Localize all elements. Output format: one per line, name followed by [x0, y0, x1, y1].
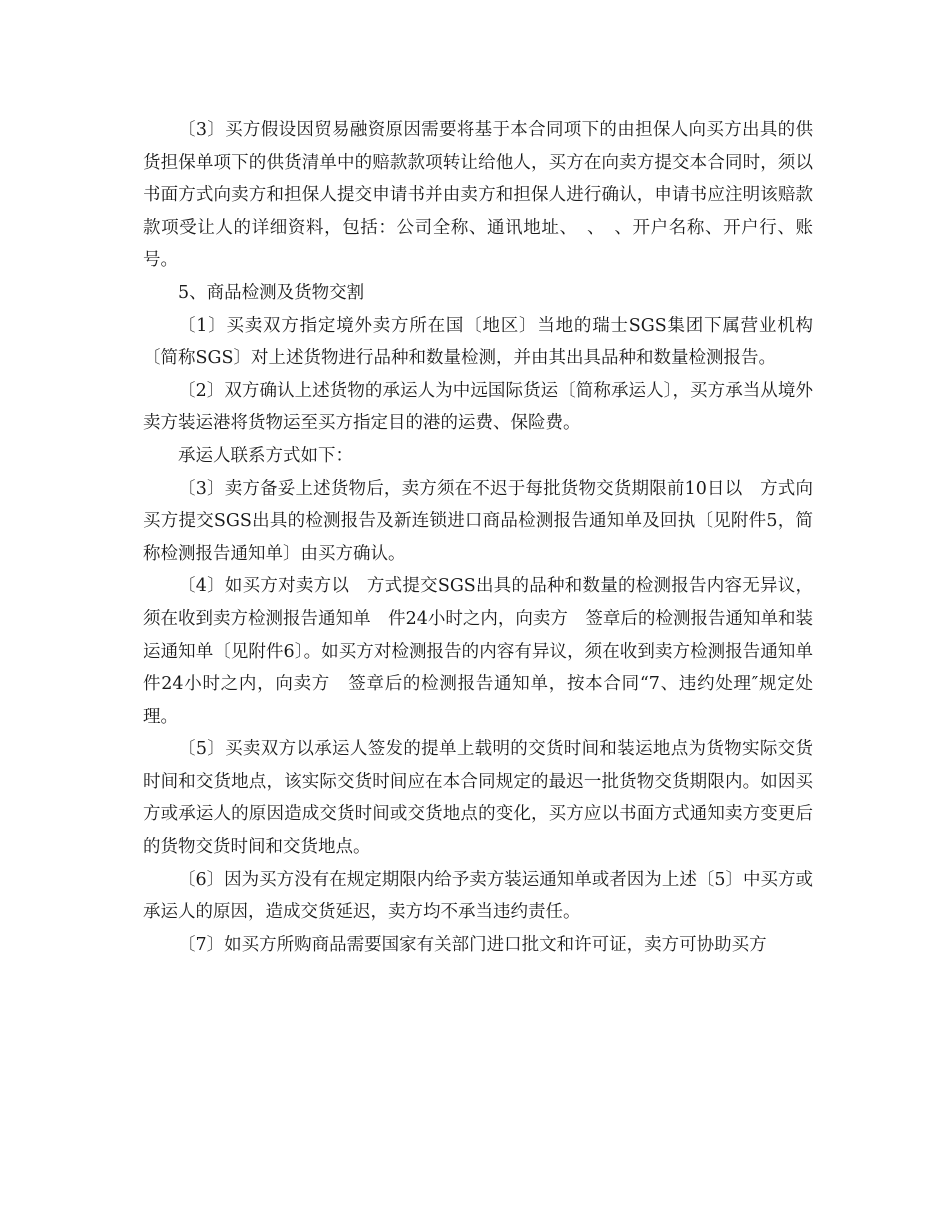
document-body — [143, 114, 831, 961]
section-heading-inspection-delivery: 5、商品检测及货物交割 — [178, 282, 365, 303]
paragraph-clause-5-delivery-time: 〔5〕买卖双方以承运人签发的提单上载明的交货时间和装运地点为货物实际交货时间和交货地点，该实际交货时间应在本合同规定的最迟一批货物交货期限内。如因买方或承运人的原因造成交货时间或交货地点的变化，买方应以书面方式通知卖方变更后的货物交货时间和交货地点。 — [143, 739, 813, 858]
paragraph-clause-3-financing-transfer: 〔3〕买方假设因贸易融资原因需要将基于本合同项下的由担保人向买方出具的供货担保单项下的供货清单中的赔款款项转让给他人，买方在向卖方提交本合同时，须以书面方式向卖方和担保人提交申请书并由卖方和担保人进行确认，申请书应注明该赔款款项受让人的详细资料，包括：公司全称、通讯地址、 、 、开户名称、开户行、账号。 — [143, 120, 813, 271]
paragraph-clause-6-delay: 〔6〕因为买方没有在规定期限内给予卖方装运通知单或者因为上述〔5〕中买方或承运人的原因，造成交货延迟，卖方均不承当违约责任。 — [143, 869, 813, 923]
paragraph-clause-2-carrier: 〔2〕双方确认上述货物的承运人为中远国际货运〔简称承运人〕，买方承当从境外卖方装运港将货物运至买方指定目的港的运费、保险费。 — [143, 380, 813, 434]
paragraph-clause-7-import-permit: 〔7〕如买方所购商品需要国家有关部门进口批文和许可证，卖方可协助买方 — [178, 934, 767, 955]
paragraph-clause-1-sgs-inspection: 〔1〕买卖双方指定境外卖方所在国〔地区〕当地的瑞士SGS集团下属营业机构〔简称SGS〕对上述货物进行品种和数量检测，并由其出具品种和数量检测报告。 — [143, 315, 813, 369]
paragraph-carrier-contact: 承运人联系方式如下： — [178, 445, 353, 466]
paragraph-clause-4-objection: 〔4〕如买方对卖方以 方式提交SGS出具的品种和数量的检测报告内容无异议，须在收到卖方检测报告通知单 件24小时之内，向卖方 签章后的检测报告通知单和装运通知单〔见附件6〕。如买方对检测报告的内容有异议，须在收到卖方检测报告通知单 件24小时之内，向卖方 签章后的检测报告通知单，按本合同“7、违约处理″规定处理。 — [143, 576, 831, 727]
paragraph-clause-3-inspection-report: 〔3〕卖方备妥上述货物后，卖方须在不迟于每批货物交货期限前10日以 方式向买方提交SGS出具的检测报告及新连锁进口商品检测报告通知单及回执〔见附件5，简称检测报告通知单〕由买方确认。 — [143, 478, 813, 564]
